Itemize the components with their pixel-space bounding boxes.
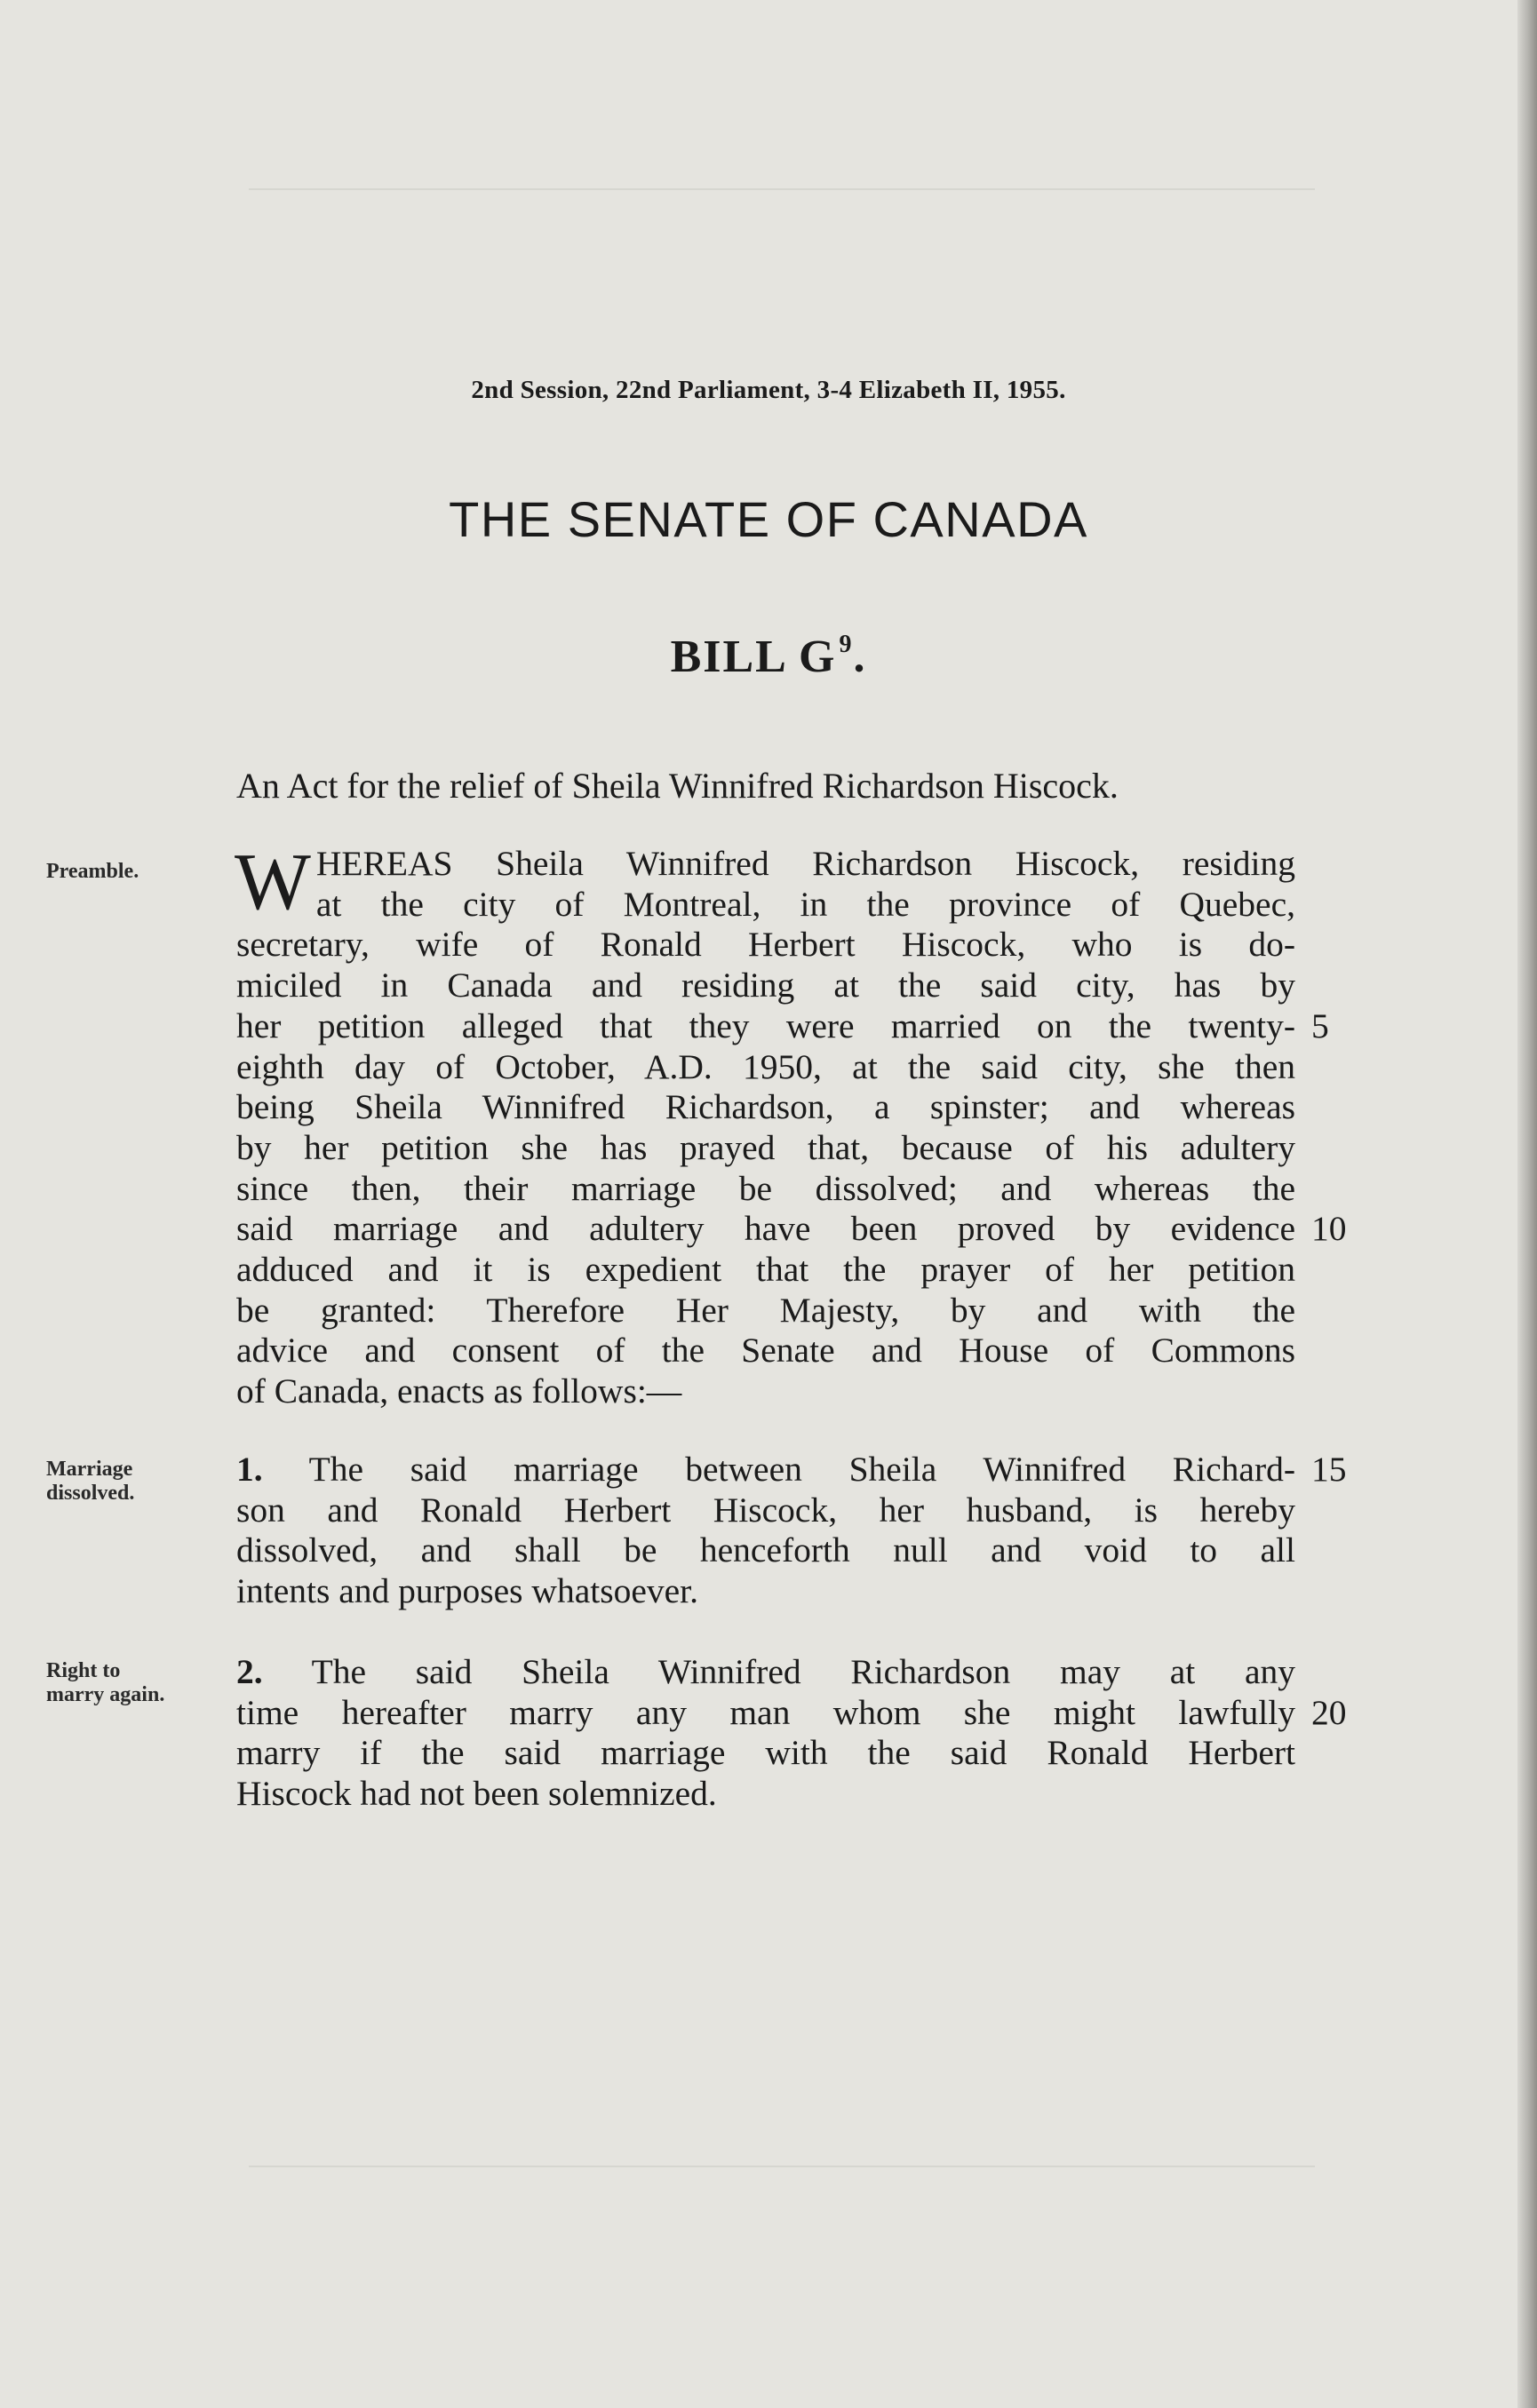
margin-note-line: dissolved. (46, 1482, 135, 1505)
section-line: dissolved, and shall be henceforth null and void to all (236, 1530, 1295, 1570)
preamble-line: said marriage and adultery have been proved by evidence (236, 1209, 1295, 1249)
section-line-text: The said marriage between Sheila Winnifred Richard- (308, 1450, 1295, 1489)
section-2-text (236, 1652, 1295, 1815)
preamble-line: her petition alleged that they were married on the twenty- (236, 1005, 1295, 1045)
section-line: Hiscock had not been solemnized. (236, 1774, 717, 1814)
margin-note-right-to-marry (46, 1659, 215, 1707)
preamble-line: be granted: Therefore Her Majesty, by and with the (236, 1290, 1295, 1330)
section-line: son and Ronald Herbert Hiscock, her husband, is hereby (236, 1490, 1295, 1530)
line-number: 15 (1311, 1450, 1347, 1489)
preamble-line: at the city of Montreal, in the province of Quebec, (315, 884, 1295, 924)
section-line (236, 1450, 1295, 1490)
preamble-line: HEREAS Sheila Winnifred Richardson Hiscock, residing (315, 844, 1295, 883)
preamble-line: secretary, wife of Ronald Herbert Hiscock, who is do- (236, 925, 1295, 965)
section-line: time hereafter marry any man whom she might lawfully (236, 1692, 1295, 1732)
long-title: An Act for the relief of Sheila Winnifred Richardson Hiscock. (236, 766, 1119, 806)
preamble-line: eighth day of October, A.D. 1950, at the said city, she then (236, 1046, 1295, 1086)
bleed-through-rule (249, 188, 1315, 190)
section-line-text: The said Sheila Winnifred Richardson may at any (311, 1652, 1295, 1691)
section-number: 1. (236, 1450, 263, 1489)
bill-label: BILL G (670, 632, 837, 682)
margin-note-line: Marriage (46, 1458, 133, 1481)
section-line: marry if the said marriage with the said Ronald Herbert (236, 1733, 1295, 1773)
preamble-text (235, 837, 1295, 1412)
bleed-through-rule (249, 2166, 1315, 2167)
drop-cap: W (235, 837, 311, 926)
house-title: THE SENATE OF CANADA (449, 491, 1088, 547)
page-edge-shadow (1517, 0, 1537, 2408)
session-line: 2nd Session, 22nd Parliament, 3-4 Elizabeth II, 1955. (471, 376, 1066, 404)
margin-note-preamble: Preamble. (46, 860, 139, 883)
preamble-line: adduced and it is expedient that the prayer of her petition (236, 1250, 1295, 1290)
section-number: 2. (236, 1652, 263, 1691)
bill-number (0, 631, 1537, 683)
line-number: 10 (1311, 1209, 1347, 1248)
line-number: 20 (1311, 1693, 1347, 1732)
section-line: intents and purposes whatsoever. (236, 1571, 698, 1611)
preamble-line: being Sheila Winnifred Richardson, a spinster; and whereas (236, 1087, 1295, 1127)
preamble-line: miciled in Canada and residing at the said city, has by (236, 966, 1295, 1005)
preamble-line: of Canada, enacts as follows:— (236, 1371, 682, 1411)
margin-note-line: Right to (46, 1659, 121, 1682)
section-1-text (236, 1450, 1295, 1612)
preamble-line: advice and consent of the Senate and House of Commons (236, 1331, 1295, 1371)
bill-suffix: . (853, 632, 867, 682)
line-number: 5 (1311, 1006, 1329, 1045)
bill-superscript: 9 (839, 631, 854, 658)
margin-note-line: marry again. (46, 1683, 165, 1706)
preamble-line: since then, their marriage be dissolved; and whereas the (236, 1168, 1295, 1208)
section-line (236, 1652, 1295, 1693)
preamble-line: by her petition she has prayed that, because of his adultery (236, 1127, 1295, 1167)
margin-note-marriage-dissolved (46, 1458, 215, 1506)
